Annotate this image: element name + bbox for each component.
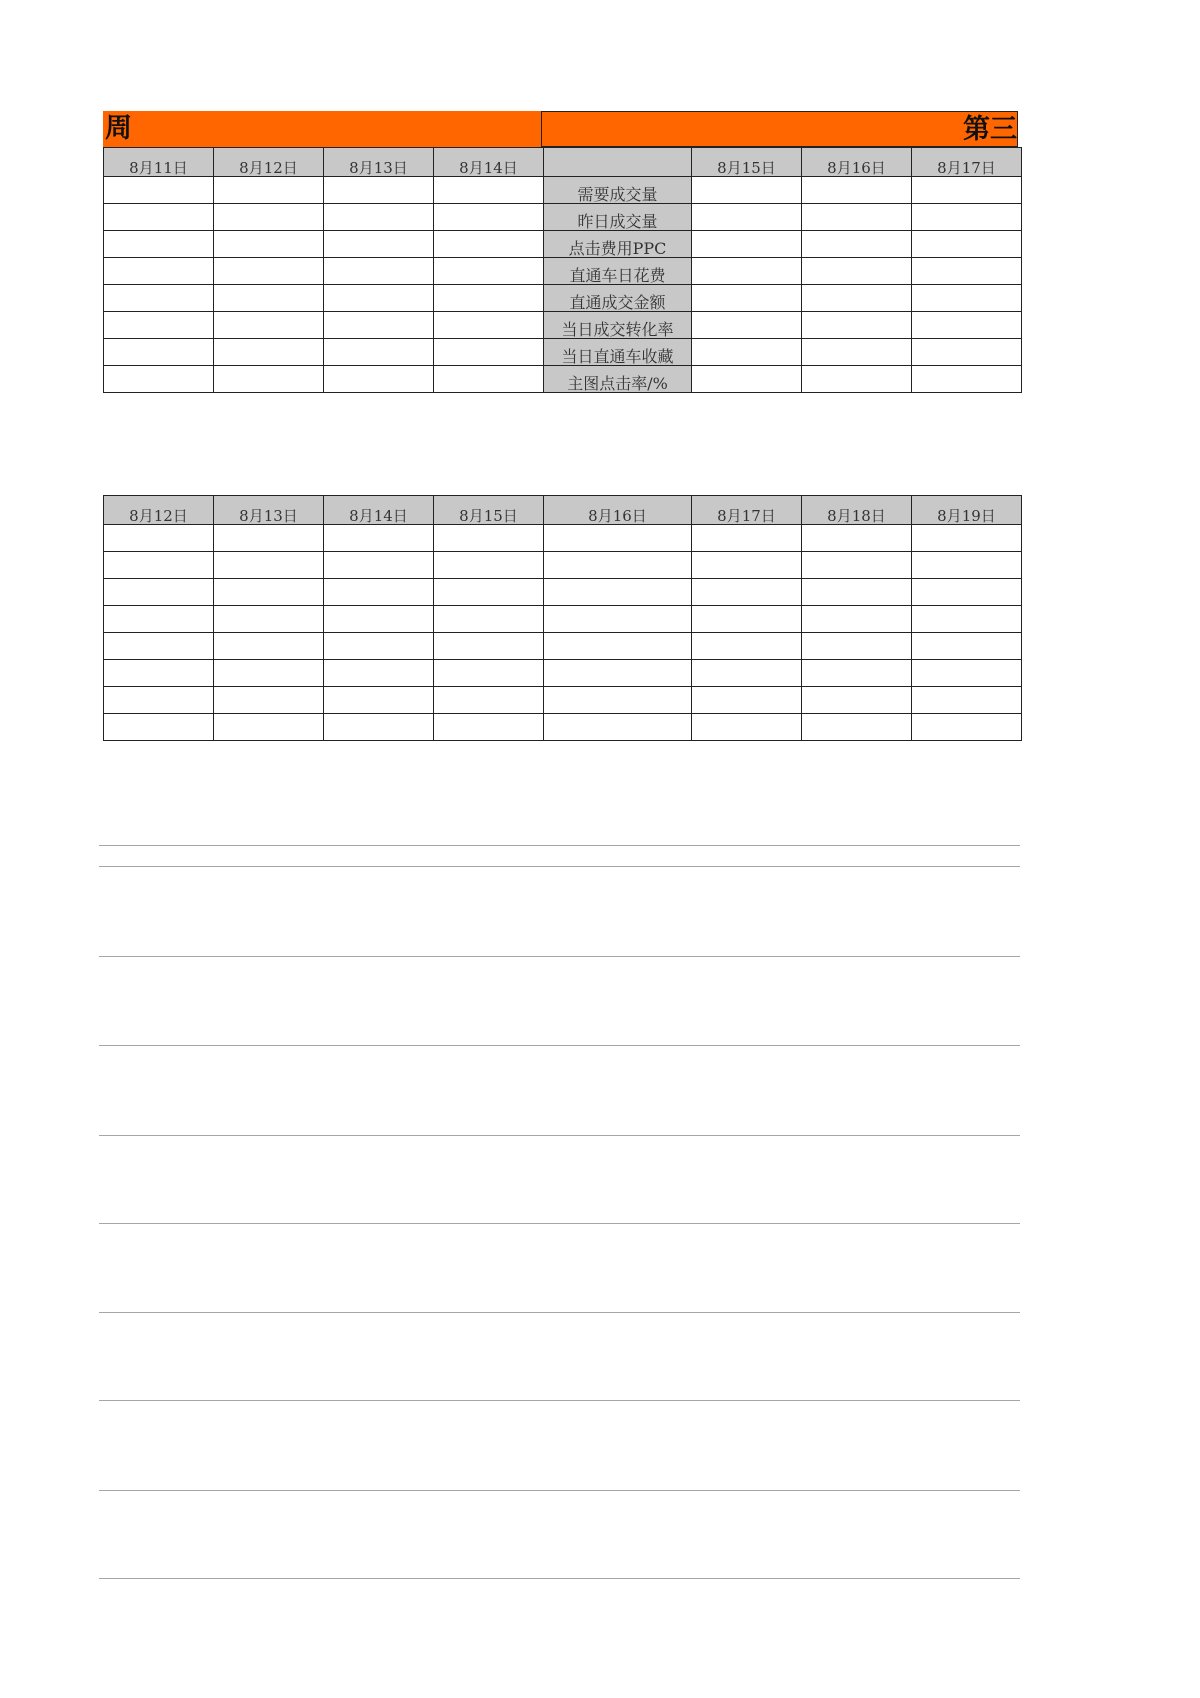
table-row — [104, 285, 1022, 312]
input-cell[interactable] — [912, 258, 1022, 285]
table-row — [104, 177, 1022, 204]
input-cell[interactable] — [544, 552, 692, 579]
date-header-cell: 8月15日 — [434, 496, 544, 525]
date-header-cell: 8月14日 — [324, 496, 434, 525]
note-line — [99, 1045, 1020, 1046]
input-cell[interactable] — [104, 312, 214, 339]
note-line — [99, 1400, 1020, 1401]
input-cell[interactable] — [214, 366, 324, 393]
input-cell[interactable] — [104, 177, 214, 204]
input-cell[interactable] — [912, 177, 1022, 204]
table-row — [104, 525, 1022, 552]
input-cell[interactable] — [324, 339, 434, 366]
date-header-cell: 8月16日 — [544, 496, 692, 525]
date-header-cell: 8月12日 — [214, 148, 324, 177]
note-line — [99, 1135, 1020, 1136]
input-cell[interactable] — [912, 660, 1022, 687]
input-cell[interactable] — [802, 204, 912, 231]
note-line — [99, 1223, 1020, 1224]
input-cell[interactable] — [104, 579, 214, 606]
input-cell[interactable] — [324, 285, 434, 312]
input-cell[interactable] — [802, 687, 912, 714]
input-cell[interactable] — [802, 366, 912, 393]
input-cell[interactable] — [104, 339, 214, 366]
input-cell[interactable] — [214, 231, 324, 258]
input-cell[interactable] — [692, 687, 802, 714]
input-cell[interactable] — [692, 312, 802, 339]
input-cell[interactable] — [912, 525, 1022, 552]
input-cell[interactable] — [692, 714, 802, 741]
input-cell[interactable] — [692, 258, 802, 285]
note-line — [99, 1490, 1020, 1491]
input-cell[interactable] — [214, 312, 324, 339]
table-row — [104, 660, 1022, 687]
table-row — [104, 312, 1022, 339]
input-cell[interactable] — [544, 633, 692, 660]
input-cell[interactable] — [434, 177, 544, 204]
input-cell[interactable] — [104, 231, 214, 258]
input-cell[interactable] — [434, 339, 544, 366]
metric-label-cell: 直通成交金额 — [544, 285, 692, 312]
input-cell[interactable] — [544, 687, 692, 714]
input-cell[interactable] — [324, 312, 434, 339]
date-header-cell: 8月13日 — [214, 496, 324, 525]
input-cell[interactable] — [324, 660, 434, 687]
note-line — [99, 956, 1020, 957]
input-cell[interactable] — [104, 633, 214, 660]
input-cell[interactable] — [802, 633, 912, 660]
input-cell[interactable] — [324, 687, 434, 714]
table-row — [104, 579, 1022, 606]
date-header-cell: 8月11日 — [104, 148, 214, 177]
input-cell[interactable] — [434, 204, 544, 231]
date-header-cell: 8月19日 — [912, 496, 1022, 525]
table-row — [104, 633, 1022, 660]
input-cell[interactable] — [104, 606, 214, 633]
input-cell[interactable] — [692, 285, 802, 312]
input-cell[interactable] — [214, 339, 324, 366]
table-row — [104, 339, 1022, 366]
input-cell[interactable] — [214, 177, 324, 204]
input-cell[interactable] — [544, 606, 692, 633]
input-cell[interactable] — [434, 231, 544, 258]
input-cell[interactable] — [214, 525, 324, 552]
date-header-cell: 8月17日 — [912, 148, 1022, 177]
input-cell[interactable] — [912, 366, 1022, 393]
input-cell[interactable] — [544, 714, 692, 741]
table-row — [104, 231, 1022, 258]
metric-label-cell: 直通车日花费 — [544, 258, 692, 285]
input-cell[interactable] — [104, 258, 214, 285]
input-cell[interactable] — [324, 258, 434, 285]
input-cell[interactable] — [544, 579, 692, 606]
metric-header-cell — [544, 148, 692, 177]
input-cell[interactable] — [802, 312, 912, 339]
date-header-cell: 8月17日 — [692, 496, 802, 525]
input-cell[interactable] — [104, 366, 214, 393]
input-cell[interactable] — [214, 714, 324, 741]
daily-blank-table — [103, 495, 1022, 741]
date-header-cell: 8月13日 — [324, 148, 434, 177]
input-cell[interactable] — [802, 606, 912, 633]
table-row — [104, 606, 1022, 633]
input-cell[interactable] — [214, 633, 324, 660]
table-row — [104, 366, 1022, 393]
input-cell[interactable] — [912, 231, 1022, 258]
input-cell[interactable] — [802, 714, 912, 741]
input-cell[interactable] — [214, 258, 324, 285]
input-cell[interactable] — [912, 552, 1022, 579]
input-cell[interactable] — [912, 606, 1022, 633]
daily-metrics-table — [103, 147, 1022, 393]
input-cell[interactable] — [692, 606, 802, 633]
input-cell[interactable] — [324, 177, 434, 204]
input-cell[interactable] — [434, 366, 544, 393]
input-cell[interactable] — [802, 231, 912, 258]
input-cell[interactable] — [214, 606, 324, 633]
input-cell[interactable] — [434, 606, 544, 633]
metric-label-cell: 当日直通车收藏 — [544, 339, 692, 366]
input-cell[interactable] — [912, 204, 1022, 231]
input-cell[interactable] — [692, 177, 802, 204]
week-banner-right — [541, 111, 1018, 147]
metric-label-cell: 点击费用PPC — [544, 231, 692, 258]
input-cell[interactable] — [434, 714, 544, 741]
table-row — [104, 204, 1022, 231]
note-line — [99, 1312, 1020, 1313]
input-cell[interactable] — [692, 366, 802, 393]
input-cell[interactable] — [214, 204, 324, 231]
input-cell[interactable] — [434, 285, 544, 312]
table-header-row — [104, 148, 1022, 177]
input-cell[interactable] — [544, 660, 692, 687]
input-cell[interactable] — [802, 552, 912, 579]
date-header-cell: 8月12日 — [104, 496, 214, 525]
input-cell[interactable] — [324, 204, 434, 231]
date-header-cell: 8月15日 — [692, 148, 802, 177]
input-cell[interactable] — [324, 366, 434, 393]
metric-label-cell: 当日成交转化率 — [544, 312, 692, 339]
input-cell[interactable] — [434, 687, 544, 714]
input-cell[interactable] — [324, 579, 434, 606]
input-cell[interactable] — [104, 687, 214, 714]
input-cell[interactable] — [434, 525, 544, 552]
table-row — [104, 687, 1022, 714]
input-cell[interactable] — [104, 525, 214, 552]
input-cell[interactable] — [544, 525, 692, 552]
input-cell[interactable] — [214, 579, 324, 606]
input-cell[interactable] — [104, 285, 214, 312]
input-cell[interactable] — [692, 552, 802, 579]
input-cell[interactable] — [214, 687, 324, 714]
input-cell[interactable] — [802, 258, 912, 285]
input-cell[interactable] — [692, 339, 802, 366]
input-cell[interactable] — [214, 285, 324, 312]
metric-label-cell: 昨日成交量 — [544, 204, 692, 231]
input-cell[interactable] — [692, 204, 802, 231]
input-cell[interactable] — [692, 633, 802, 660]
week-banner-right-text: 第三 — [963, 114, 1017, 145]
input-cell[interactable] — [912, 633, 1022, 660]
input-cell[interactable] — [324, 552, 434, 579]
input-cell[interactable] — [802, 660, 912, 687]
input-cell[interactable] — [912, 579, 1022, 606]
input-cell[interactable] — [802, 177, 912, 204]
input-cell[interactable] — [324, 525, 434, 552]
note-line — [99, 1578, 1020, 1579]
input-cell[interactable] — [434, 312, 544, 339]
input-cell[interactable] — [324, 231, 434, 258]
input-cell[interactable] — [692, 231, 802, 258]
input-cell[interactable] — [214, 660, 324, 687]
input-cell[interactable] — [434, 258, 544, 285]
input-cell[interactable] — [912, 687, 1022, 714]
date-header-cell: 8月16日 — [802, 148, 912, 177]
date-header-cell: 8月14日 — [434, 148, 544, 177]
input-cell[interactable] — [104, 552, 214, 579]
input-cell[interactable] — [434, 579, 544, 606]
input-cell[interactable] — [802, 525, 912, 552]
input-cell[interactable] — [434, 633, 544, 660]
note-line — [99, 845, 1020, 846]
input-cell[interactable] — [692, 660, 802, 687]
metric-label-cell: 主图点击率/% — [544, 366, 692, 393]
date-header-cell: 8月18日 — [802, 496, 912, 525]
input-cell[interactable] — [802, 579, 912, 606]
table-header-row — [104, 496, 1022, 525]
input-cell[interactable] — [104, 660, 214, 687]
week-banner-left-text: 周 — [105, 113, 132, 144]
input-cell[interactable] — [214, 552, 324, 579]
table-row — [104, 714, 1022, 741]
input-cell[interactable] — [912, 339, 1022, 366]
input-cell[interactable] — [104, 204, 214, 231]
input-cell[interactable] — [912, 714, 1022, 741]
input-cell[interactable] — [692, 579, 802, 606]
table-row — [104, 552, 1022, 579]
input-cell[interactable] — [324, 606, 434, 633]
week-banner-left — [103, 111, 541, 147]
table-row — [104, 258, 1022, 285]
input-cell[interactable] — [802, 339, 912, 366]
metric-label-cell: 需要成交量 — [544, 177, 692, 204]
input-cell[interactable] — [324, 714, 434, 741]
input-cell[interactable] — [802, 285, 912, 312]
input-cell[interactable] — [912, 312, 1022, 339]
input-cell[interactable] — [434, 552, 544, 579]
note-line — [99, 866, 1020, 867]
input-cell[interactable] — [324, 633, 434, 660]
input-cell[interactable] — [434, 660, 544, 687]
input-cell[interactable] — [912, 285, 1022, 312]
input-cell[interactable] — [104, 714, 214, 741]
input-cell[interactable] — [692, 525, 802, 552]
